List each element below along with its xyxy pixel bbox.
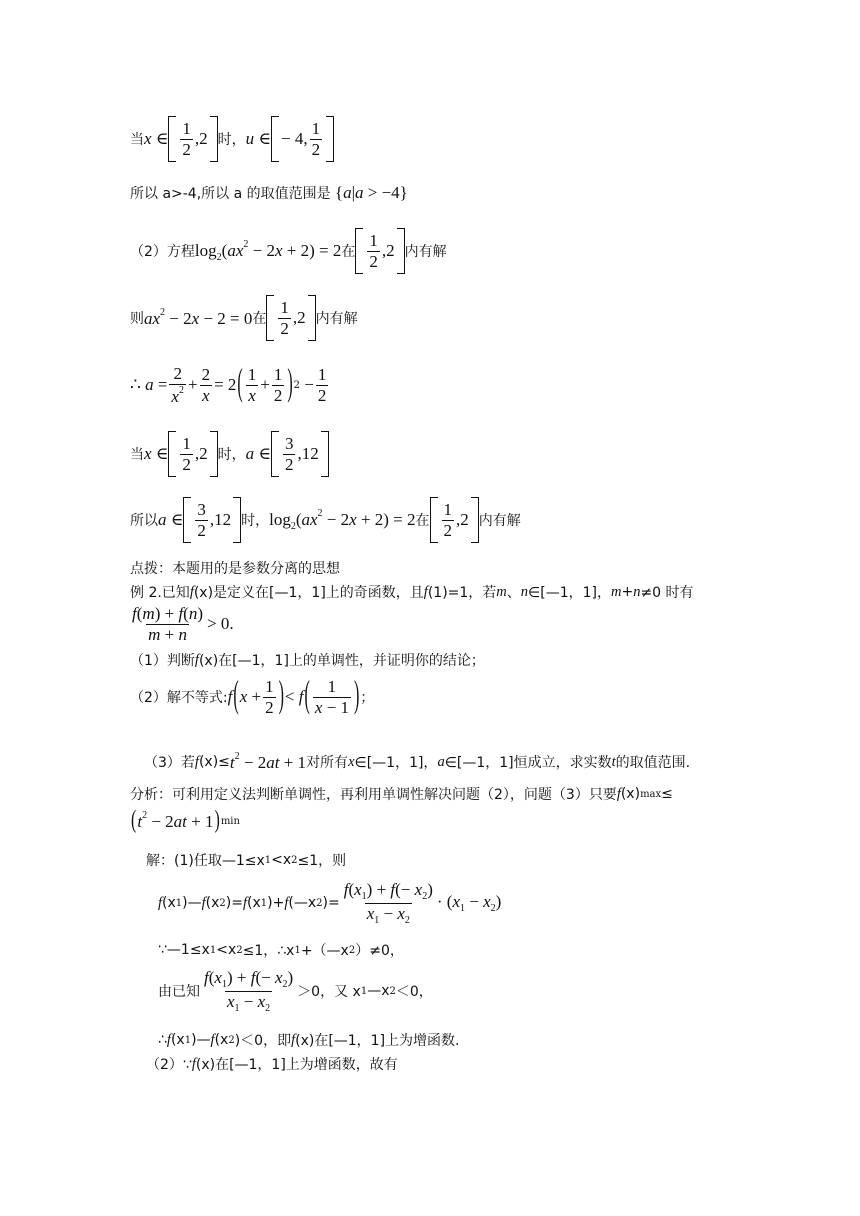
question-1: （1）判断 f (x)在[—1，1]上的单调性，并证明你的结论； — [130, 651, 485, 669]
text: (x — [247, 895, 261, 911]
text: 则 — [130, 311, 144, 327]
solution-since: ∵—1≤x 1 <x 2 ≤1，∴x 1 +（—x 2 ）≠0， — [158, 942, 404, 959]
text: 、 — [506, 585, 521, 601]
line-range-x-u: 当 x ∈ $\frac{1}{2}$ ,2 时， u ∈ − 4, $\frac{1}{2}$ — [130, 116, 334, 162]
text: )— — [182, 895, 202, 911]
text: 所以 a>-4,所以 a 的取值范围是 — [130, 186, 331, 202]
question-3: （3）若 f (x)≤ $t^2 - 2at + 1$ 对所有 x ∈[—1，1]， a ∈[—1，1]恒成立，求实数 t 的取值范围. — [144, 751, 691, 772]
line-range-a-values: 当 x ∈ $\frac{1}{2}$ ,2 时， a ∈ $\frac{3}{2}$ ,12 — [130, 431, 329, 477]
text: (x)在[—1，1]上为增函数. — [295, 1033, 460, 1049]
text: (x — [214, 1032, 229, 1048]
solution-increasing: ∴ f (x 1 )— f (x 2 )＜0，即 f (x)在[—1，1]上为增函数. — [158, 1031, 460, 1049]
text: (x) — [620, 786, 641, 802]
text: ∈[—1，1]， — [354, 755, 438, 771]
text: )+ — [267, 895, 285, 911]
text: (x — [205, 895, 220, 911]
example-2-condition: $\frac{f(m) + f(n)}{m + n}$ > 0. — [132, 604, 234, 644]
line-conclusion-2: 所以 a ∈ $\frac{3}{2}$ ,12 时， $\log_2(ax^2 - 2x + 2) = 2$ 在 $\frac{1}{2}$ ,2 内有解 — [130, 497, 521, 543]
text: (—x — [288, 895, 317, 911]
line-a-expression: ∴ a = $\frac{2}{x^2}$ + $\frac{2}{x}$ = 2 ( $\frac{1}{x}$ + $\frac{1}{2}$ ) 2 − $\frac{1}{2}$ — [130, 363, 327, 406]
text: ≠0 时有 — [640, 585, 694, 601]
solution-part-2: （2）∵ f (x)在[—1，1]上为增函数，故有 — [146, 1055, 398, 1073]
text: )— — [191, 1032, 211, 1048]
text: 在 — [341, 244, 356, 260]
text: （2）解不等式: — [130, 690, 228, 707]
text: +（—x — [300, 943, 349, 959]
text: 点拨：本题用的是参数分离的思想 — [130, 561, 340, 577]
text: 的取值范围. — [615, 755, 691, 771]
text: 时， — [217, 447, 246, 463]
text: 时， — [241, 513, 270, 529]
analysis-min: ( $t^2 - 2at + 1$ ) min — [131, 806, 240, 834]
text: —x — [367, 983, 390, 999]
text: 时， — [217, 132, 246, 148]
text: 例 2.已知 — [130, 585, 190, 601]
solution-start: 解：(1)任取—1≤x 1 <x 2 ≤1，则 — [146, 852, 347, 869]
question-2: （2）解不等式: f ( x + $\frac{1}{2}$ ) < f ( $\frac{1}{x - 1}$ ) ； — [130, 675, 375, 717]
text: ∴ — [158, 1032, 167, 1048]
text: 分析：可利用定义法判断单调性，再利用单调性解决问题（2），问题（3）只要 — [130, 787, 617, 803]
text: (x)≤ — [198, 754, 230, 770]
text: (1)=1，若 — [427, 585, 497, 601]
text: ＞0，又 x — [297, 984, 361, 1000]
text: 所以 — [130, 513, 158, 529]
text: (x — [170, 1032, 185, 1048]
analysis-line: 分析：可利用定义法判断单调性，再利用单调性解决问题（2），问题（3）只要 f (x) max ≤ — [130, 785, 673, 803]
tip-line — [130, 558, 340, 578]
text: （2）∵ — [146, 1057, 192, 1073]
text: 对所有 — [306, 755, 349, 771]
line-range-a: 所以 a>-4,所以 a 的取值范围是 {a|a > −4} — [130, 183, 408, 202]
text: 当 — [130, 132, 144, 148]
text: 在 — [415, 513, 430, 529]
text: ∈[—1，1]恒成立，求实数 — [444, 755, 612, 771]
text: )＜0，即 — [234, 1033, 292, 1049]
line-equation-2: （2）方程 $\log_2(ax^2 - 2x + 2) = 2$ 在 $\frac{1}{2}$ ,2 内有解 — [130, 228, 447, 274]
text: ≤ — [661, 786, 673, 802]
text: （3）若 — [144, 755, 195, 771]
text: + — [621, 584, 634, 600]
text: ≤1，∴x — [242, 943, 295, 959]
text: 在 — [252, 311, 267, 327]
text: <x — [216, 942, 237, 958]
example-2-statement: 例 2.已知 f (x)是定义在[—1，1]上的奇函数，且 f (1)=1，若 m 、 n ∈[—1，1]， m + n ≠0 时有 — [130, 583, 694, 601]
text: 解：(1)任取—1≤x — [146, 853, 265, 869]
text: 内有解 — [478, 513, 521, 529]
text: 由已知 — [158, 984, 200, 1000]
text: （1）判断 — [130, 653, 195, 669]
text: ）≠0， — [355, 943, 404, 959]
text: ＜0， — [395, 984, 433, 1000]
text: )= — [225, 895, 243, 911]
text: 内有解 — [404, 244, 447, 260]
text: ≤1，则 — [297, 853, 347, 869]
solution-known: 由已知 $\frac{f(x_1) + f(- x_2)}{x_1 - x_2}$ ＞0，又 x 1 —x 2 ＜0， — [158, 968, 433, 1014]
text: (x)在[—1，1]上为增函数，故有 — [195, 1057, 398, 1073]
text: ∈[—1，1]， — [528, 585, 611, 601]
text: 内有解 — [315, 311, 358, 327]
solution-difference: f (x 1 )— f (x 2 )= f (x 1 )+ f (—x 2 )= $\frac{f(x_1) + f(- x_2)}{x_1 - x_2}$ · $(x_1 - x_2)$ — [158, 880, 502, 926]
line-quadratic: 则 $ax^2 - 2x - 2 = 0$ 在 $\frac{1}{2}$ ,2 内有解 — [130, 295, 358, 341]
text: (x)是定义在[—1，1]上的奇函数，且 — [193, 585, 424, 601]
text: ； — [360, 690, 375, 707]
text: (x — [162, 895, 176, 911]
text: ∵—1≤x — [158, 942, 210, 958]
text: （2）方程 — [130, 244, 195, 260]
text: )= — [322, 895, 340, 911]
text: (x)在[—1，1]上的单调性，并证明你的结论； — [198, 653, 485, 669]
text: 当 — [130, 447, 144, 463]
text: <x — [271, 852, 292, 868]
